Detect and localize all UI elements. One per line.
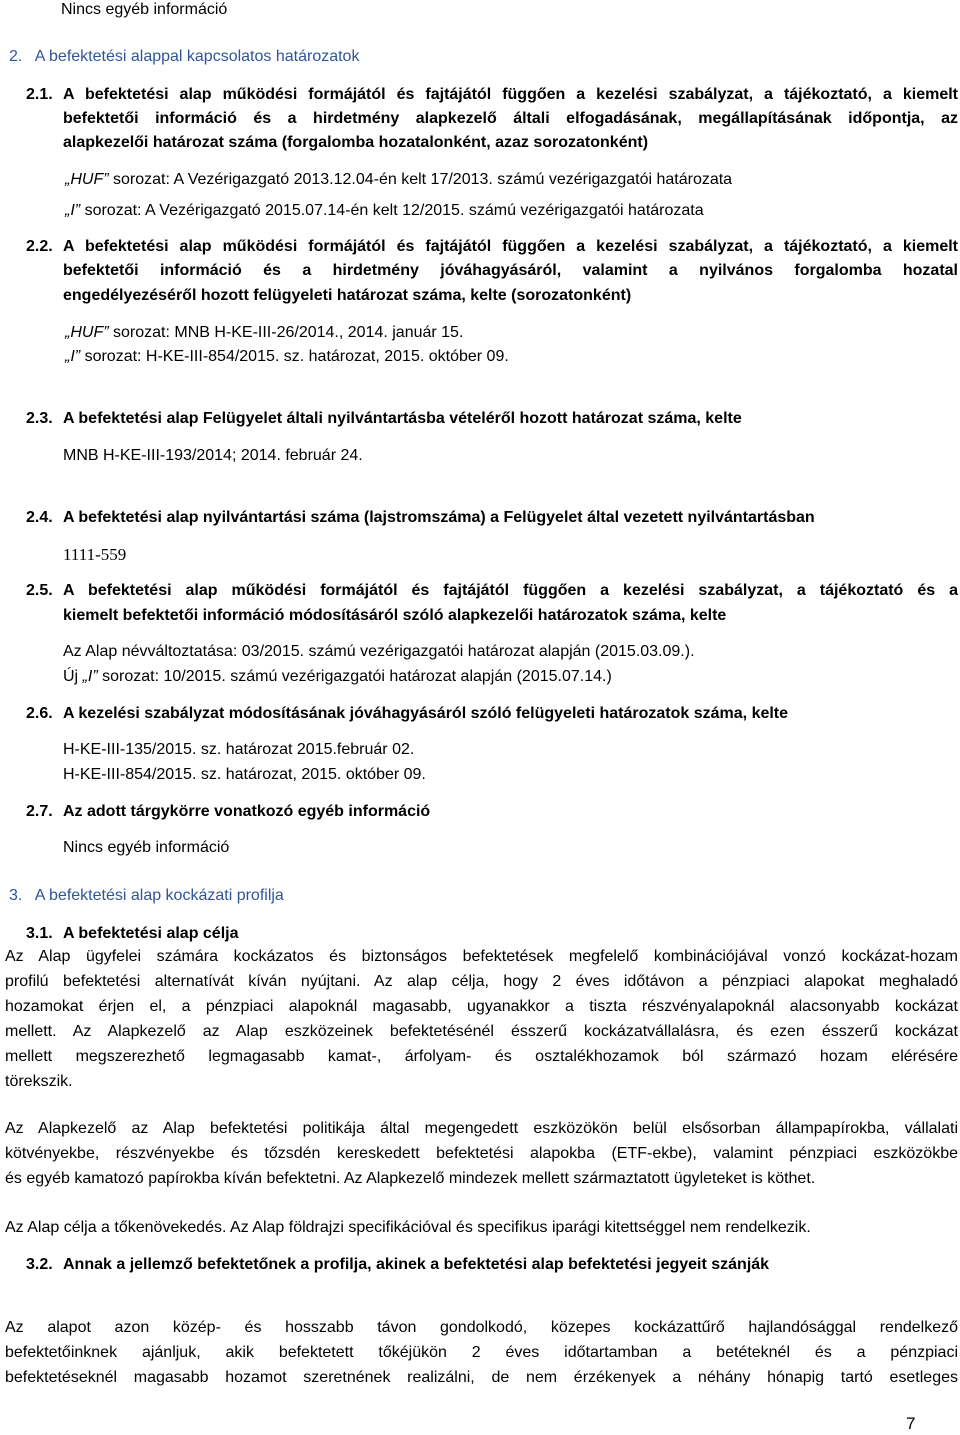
s2-6-value-1: H-KE-III-135/2015. sz. határozat 2015.február 02. [63, 741, 415, 758]
item-text: sorozat: A Vezérigazgató 2013.12.04-én kelt 17/2013. számú vezérigazgatói határozata [113, 171, 733, 188]
paragraph-line: hozamokat érjen el, a pénzpiaci alapoknál magasabb, ugyanakkor a tiszta részvényalapoknál alacsonyabb kockázat [5, 998, 958, 1015]
series-label: „HUF” [65, 324, 109, 341]
series-label: „I” [65, 348, 81, 365]
s2-6-value-2: H-KE-III-854/2015. sz. határozat, 2015. október 09. [63, 766, 426, 783]
series-label: „I” [82, 668, 98, 685]
s2-1-item [65, 170, 732, 190]
paragraph-line: mellett. Az Alapkezelő az Alap eszközeinek befektetésénél ésszerű kockázatvállalásra, és ezen ésszerű kockázat [5, 1023, 958, 1040]
s2-4-title: A befektetési alap nyilvántartási száma (lajstromszáma) a Felügyelet által vezetett nyilvántartásban [63, 509, 815, 526]
s2-5-value-2 [63, 667, 612, 687]
s2-2-number: 2.2. [26, 238, 53, 255]
s2-1-number: 2.1. [26, 86, 53, 103]
paragraph-line: Az Alap ügyfelei számára kockázatos és biztonságos befektetések megfelelő kombinációjával vonzó kockázat-hozam [5, 948, 958, 965]
s3-1-paragraph-2 [5, 1116, 958, 1191]
s2-2-title-line-1: A befektetési alap működési formájától és fajtájától függően a kezelési szabályzat, a tájékoztató, a kiemelt [63, 238, 958, 255]
section-2-heading: 2. A befektetési alappal kapcsolatos határozatok [9, 48, 360, 65]
s2-1-title-line-3: alapkezelői határozat száma (forgalomba hozatalonként, azaz sorozatonként) [63, 134, 649, 151]
item-text: sorozat: MNB H-KE-III-26/2014., 2014. január 15. [113, 324, 464, 341]
s2-5-title-line-1: A befektetési alap működési formájától és fajtájától függően a kezelési szabályzat, a tájékoztató és a [63, 582, 958, 599]
s3-1-paragraph-1 [5, 944, 958, 1094]
paragraph-line: Az alapot azon közép- és hosszabb távon gondolkodó, közepes kockázattűrő hajlandósággal rendelkező [5, 1319, 958, 1336]
series-label: „HUF” [65, 171, 109, 188]
s2-1-item [65, 201, 704, 221]
page-number: 7 [906, 1414, 916, 1433]
s3-2-paragraph [5, 1315, 958, 1390]
s2-5-value-1: Az Alap névváltoztatása: 03/2015. számú vezérigazgatói határozat alapján (2015.03.09.). [63, 643, 695, 660]
s2-6-number: 2.6. [26, 705, 53, 722]
s2-5-number: 2.5. [26, 582, 53, 599]
s2-5-title-line-2: kiemelt befektetői információ módosításáról szóló alapkezelői határozatok száma, kelte [63, 607, 727, 624]
s2-7-title: Az adott tárgykörre vonatkozó egyéb információ [63, 803, 431, 820]
item-text: sorozat: 10/2015. számú vezérigazgatói határozat alapján (2015.07.14.) [102, 668, 612, 685]
section-3-heading: 3. A befektetési alap kockázati profilja [9, 887, 284, 904]
s2-3-number: 2.3. [26, 410, 53, 427]
s2-2-title-line-2: befektetői információ és a hirdetmény jóváhagyásáról, valamint a nyilvános forgalomba hozatal [63, 262, 958, 279]
paragraph-line: Az Alapkezelő az Alap befektetési politikája által megengedett eszközökön belül elsősorban állampapírokba, vállalati [5, 1120, 958, 1137]
s2-2-item [65, 323, 463, 343]
s2-7-value: Nincs egyéb információ [63, 839, 230, 856]
s2-4-value: 1111-559 [63, 545, 127, 564]
paragraph-line: mellett megszerezhető legmagasabb kamat-, árfolyam- és osztalékhozamok ból származó hozam elérésére [5, 1048, 958, 1065]
s2-6-title: A kezelési szabályzat módosításának jóváhagyásáról szóló felügyeleti határozatok száma, kelte [63, 705, 789, 722]
paragraph-line: befektetéseknél magasabb hozamot szeretnének realizálni, de nem érzékenyek a néhány hónapig tartó esetleges [5, 1369, 958, 1386]
paragraph-line: befektetőinknek ajánljuk, akik befektetett tőkéjükön 2 éves időtartamban a betéteknél és a pénzpiaci [5, 1344, 958, 1361]
s2-3-value: MNB H-KE-III-193/2014; 2014. február 24. [63, 447, 363, 464]
paragraph-line: és egyéb kamatozó papírokba kíván befektetni. Az Alapkezelő mindezek mellett származtatott ügyleteket is köthet. [5, 1170, 816, 1187]
paragraph-line: profilú befektetési alternatívát kíván nyújtani. Az alap célja, hogy 2 éves időtávon a pénzpiaci alapokat meghaladó [5, 973, 958, 990]
s2-2-item [65, 347, 509, 367]
s3-2-number: 3.2. [26, 1256, 53, 1273]
s3-1-number: 3.1. [26, 925, 53, 942]
s2-7-number: 2.7. [26, 803, 53, 820]
s3-1-paragraph-3: Az Alap célja a tőkenövekedés. Az Alap földrajzi specifikációval és specifikus iparági kitettséggel nem rendelkezik. [5, 1219, 811, 1236]
s2-1-title-line-2: befektetői információ és a hirdetmény alapkezelő általi elfogadásának, megállapításának időpontja, az [63, 110, 958, 127]
series-label: „I” [65, 202, 81, 219]
s2-3-title: A befektetési alap Felügyelet általi nyilvántartásba vételéről hozott határozat száma, kelte [63, 410, 742, 427]
item-text: sorozat: A Vezérigazgató 2015.07.14-én kelt 12/2015. számú vezérigazgatói határozata [84, 202, 704, 219]
new-label: Új [63, 668, 79, 685]
paragraph-line: törekszik. [5, 1073, 73, 1090]
s2-2-title-line-3: engedélyezéséről hozott felügyeleti határozat száma, kelte (sorozatonként) [63, 287, 632, 304]
s2-4-number: 2.4. [26, 509, 53, 526]
s3-1-title: A befektetési alap célja [63, 925, 239, 942]
s2-1-title-line-1: A befektetési alap működési formájától és fajtájától függően a kezelési szabályzat, a tájékoztató, a kiemelt [63, 86, 958, 103]
paragraph-line: kötvényekbe, részvényekbe és tőzsdén kereskedett befektetési alapokba (ETF-ekbe), valamint pénzpiaci eszközökbe [5, 1145, 958, 1162]
item-text: sorozat: H-KE-III-854/2015. sz. határozat, 2015. október 09. [84, 348, 509, 365]
intro-note: Nincs egyéb információ [61, 1, 228, 18]
s3-2-title: Annak a jellemző befektetőnek a profilja, akinek a befektetési alap befektetési jegyeit szánják [63, 1256, 770, 1273]
